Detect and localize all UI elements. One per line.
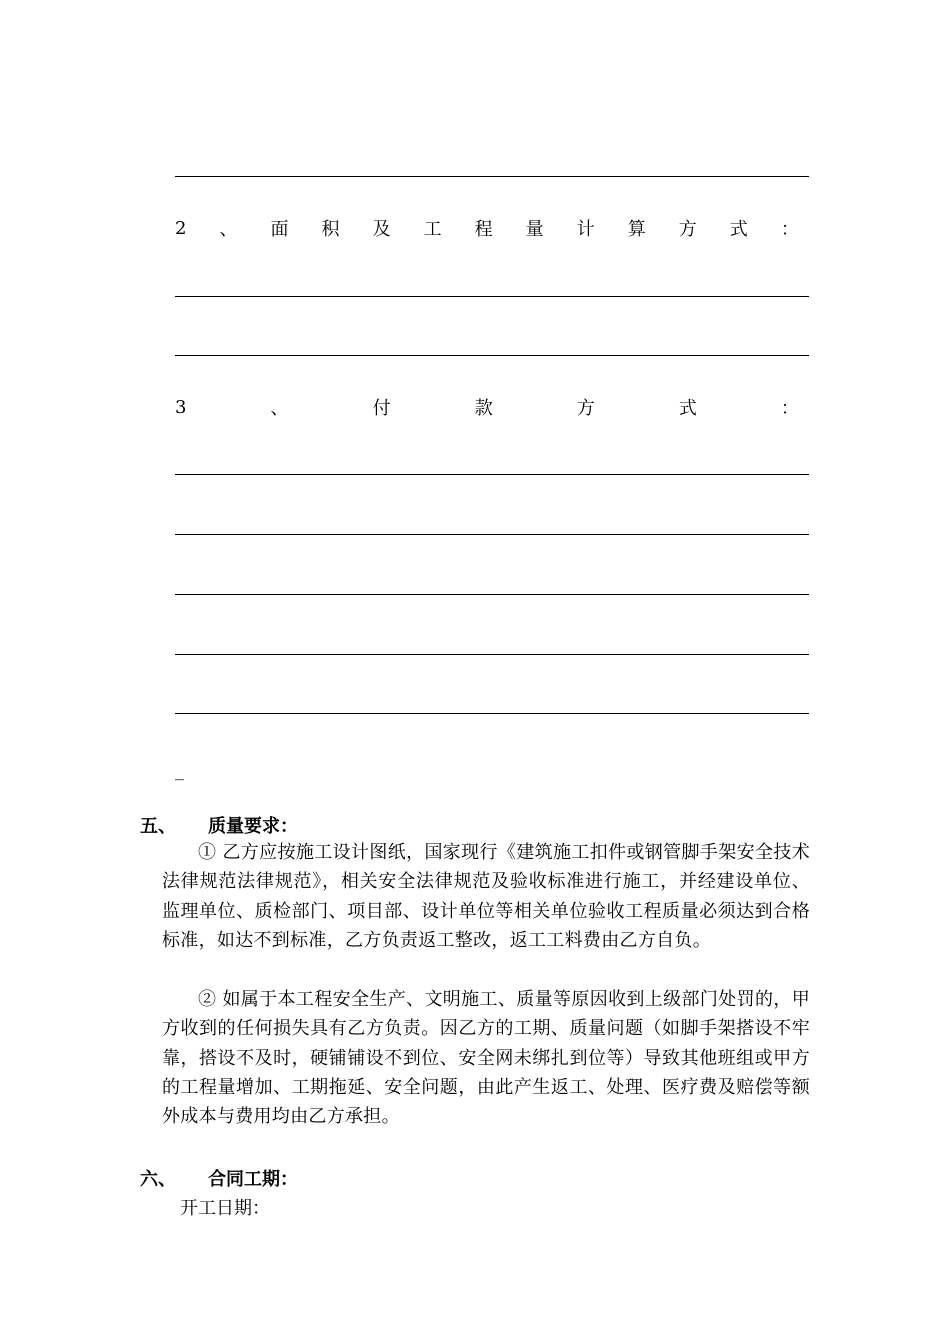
label-char: ： bbox=[780, 219, 799, 240]
label-char: 程 bbox=[474, 219, 493, 240]
section-6-heading bbox=[140, 1165, 298, 1191]
label-char: 3 bbox=[175, 396, 187, 418]
label-char: 款 bbox=[474, 398, 493, 419]
trailing-mark: _ bbox=[175, 760, 184, 781]
label-char: 面 bbox=[270, 219, 289, 240]
label-char: 2 bbox=[175, 217, 187, 239]
label-char: 式 bbox=[729, 219, 748, 240]
start-date-label: 开工日期： bbox=[180, 1198, 270, 1219]
label-char: 积 bbox=[321, 219, 340, 240]
section-6-number: 六、 bbox=[140, 1169, 176, 1190]
section-6-title: 合同工期： bbox=[208, 1169, 298, 1190]
label-char: 、 bbox=[219, 219, 238, 240]
label-char: 付 bbox=[372, 398, 391, 419]
label-char: 、 bbox=[270, 398, 289, 419]
label-char: 式 bbox=[678, 398, 697, 419]
blank-line bbox=[175, 355, 809, 356]
blank-line bbox=[175, 594, 809, 595]
blank-line bbox=[175, 296, 809, 297]
section-5-paragraph-2: ② 如属于本工程安全生产、文明施工、质量等原因收到上级部门处罚的，甲方收到的任何损失具有乙方负责。因乙方的工期、质量问题（如脚手架搭设不牢靠，搭设不及时，硬铺铺设不到位、安全网未绑扎到位等）导致其他班组或甲方的工程量增加、工期拖延、安全问题，由此产生返工、处理、医疗费及赔偿等额外成本与费用均由乙方承担。 bbox=[162, 989, 810, 1128]
label-char: 方 bbox=[576, 398, 595, 419]
section-5-number: 五、 bbox=[140, 816, 176, 837]
section-5-paragraph-1: ① 乙方应按施工设计图纸，国家现行《建筑施工扣件或钢管脚手架安全技术法律规范法律规范》，相关安全法律规范及验收标准进行施工，并经建设单位、监理单位、质检部门、项目部、设计单位等相关单位验收工程质量必须达到合格标准，如达不到标准，乙方负责返工整改，返工工料费由乙方自负。 bbox=[162, 842, 810, 951]
section-5-heading bbox=[140, 812, 298, 838]
blank-line bbox=[175, 654, 809, 655]
area-calc-label bbox=[175, 215, 799, 241]
section-5-title: 质量要求： bbox=[208, 816, 298, 837]
label-char: 方 bbox=[678, 219, 697, 240]
label-char: 及 bbox=[372, 219, 391, 240]
blank-line bbox=[175, 534, 809, 535]
label-char: ： bbox=[780, 398, 799, 419]
blank-line bbox=[175, 176, 809, 177]
label-char: 算 bbox=[627, 219, 646, 240]
blank-line bbox=[175, 713, 809, 714]
label-char: 量 bbox=[525, 219, 544, 240]
label-char: 计 bbox=[576, 219, 595, 240]
blank-line bbox=[175, 474, 809, 475]
label-char: 工 bbox=[423, 219, 442, 240]
payment-label bbox=[175, 394, 799, 420]
